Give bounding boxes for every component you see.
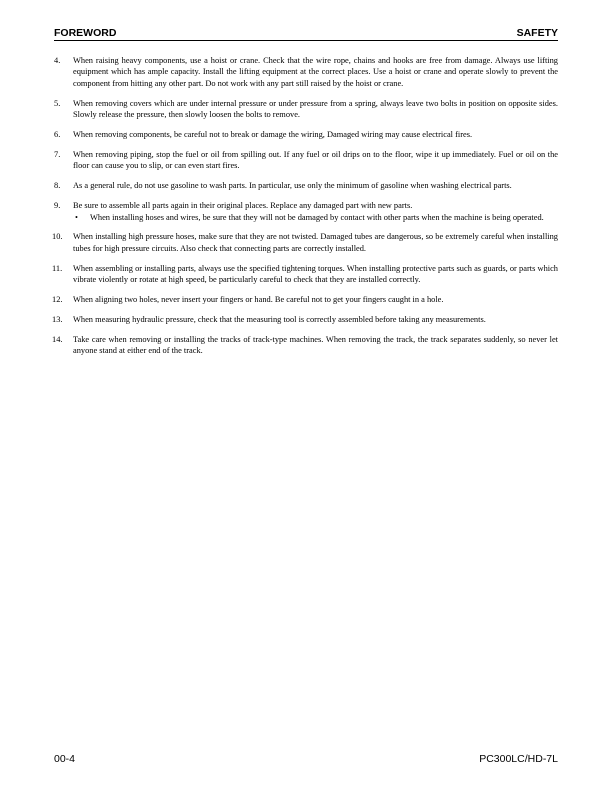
list-item — [54, 200, 558, 223]
item-number: 9. — [54, 201, 61, 211]
item-number: 13. — [52, 315, 63, 324]
item-text: When installing high pressure hoses, make sure that they are not twisted. Damaged tubes are dangerous, so be extremely careful when installing tubes for high pressure circuits. Also check that connecting parts are correctly installed. — [73, 232, 558, 253]
item-number: 10. — [52, 232, 63, 242]
page-number: 00-4 — [54, 753, 76, 765]
item-text: When assembling or installing parts, always use the specified tightening torques. When installing protective parts such as guards, or parts which vibrate violently or rotate at high speed, be particularly careful to check that they are installed correctly. — [73, 263, 558, 285]
item-number: 5. — [54, 98, 61, 108]
list-item — [54, 314, 558, 325]
item-text: Be sure to assemble all parts again in their original places. Replace any damaged part with new parts. — [73, 201, 413, 211]
item-text: When measuring hydraulic pressure, check that the measuring tool is correctly assembled before taking any measurements. — [73, 315, 486, 324]
item-text: As a general rule, do not use gasoline to wash parts. In particular, use only the minimum of gasoline when washing electrical parts. — [73, 181, 512, 191]
item-number: 11. — [52, 263, 63, 273]
item-text: When aligning two holes, never insert your fingers or hand. Be careful not to get your fingers caught in a hole. — [73, 295, 444, 305]
section-title: FOREWORD — [54, 27, 117, 39]
item-text: When removing piping, stop the fuel or oil from spilling out. If any fuel or oil drips on to the floor, wipe it up immediately. Fuel or oil on the floor can cause you to slip, or can even start fires. — [73, 149, 558, 171]
model-number: PC300LC/HD-7L — [479, 753, 558, 765]
list-item — [54, 149, 558, 172]
item-number: 6. — [54, 130, 61, 140]
item-text: When raising heavy components, use a hoist or crane. Check that the wire rope, chains and hooks are free from damage. Always use lifting equipment which has ample capacity. Install the lifting equipment at the correct places. Use a hoist or crane and operate slowly to prevent the component from hitting any other part. Do not work with any part still raised by the hoist or crane. — [73, 56, 558, 88]
page-footer — [54, 752, 558, 766]
page-header — [54, 26, 558, 41]
item-number: 8. — [54, 181, 61, 191]
list-item — [54, 334, 558, 357]
sub-bullet-text: When installing hoses and wires, be sure that they will not be damaged by contact with other parts when the machine is being operated. — [90, 212, 544, 222]
item-text: When removing covers which are under internal pressure or under pressure from a spring, always leave two bolts in position on opposite sides. Slowly release the pressure, then slowly loosen the bolts to remove. — [73, 98, 558, 120]
list-item — [54, 98, 558, 121]
list-item — [54, 180, 558, 191]
safety-list — [54, 55, 558, 365]
list-item — [54, 263, 558, 286]
item-text: When removing components, be careful not to break or damage the wiring, Damaged wiring may cause electrical fires. — [73, 130, 473, 140]
sub-bullet — [73, 212, 558, 223]
list-item — [54, 231, 558, 254]
chapter-title: SAFETY — [516, 27, 558, 39]
item-number: 12. — [52, 295, 63, 305]
list-item — [54, 294, 558, 305]
item-number: 7. — [54, 149, 61, 159]
bullet-marker: • — [75, 212, 78, 222]
list-item — [54, 55, 558, 89]
list-item — [54, 129, 558, 140]
item-number: 14. — [52, 334, 63, 344]
item-number: 4. — [54, 56, 61, 65]
item-text: Take care when removing or installing the tracks of track-type machines. When removing the track, the track separates suddenly, so never let anyone stand at either end of the track. — [73, 334, 558, 356]
